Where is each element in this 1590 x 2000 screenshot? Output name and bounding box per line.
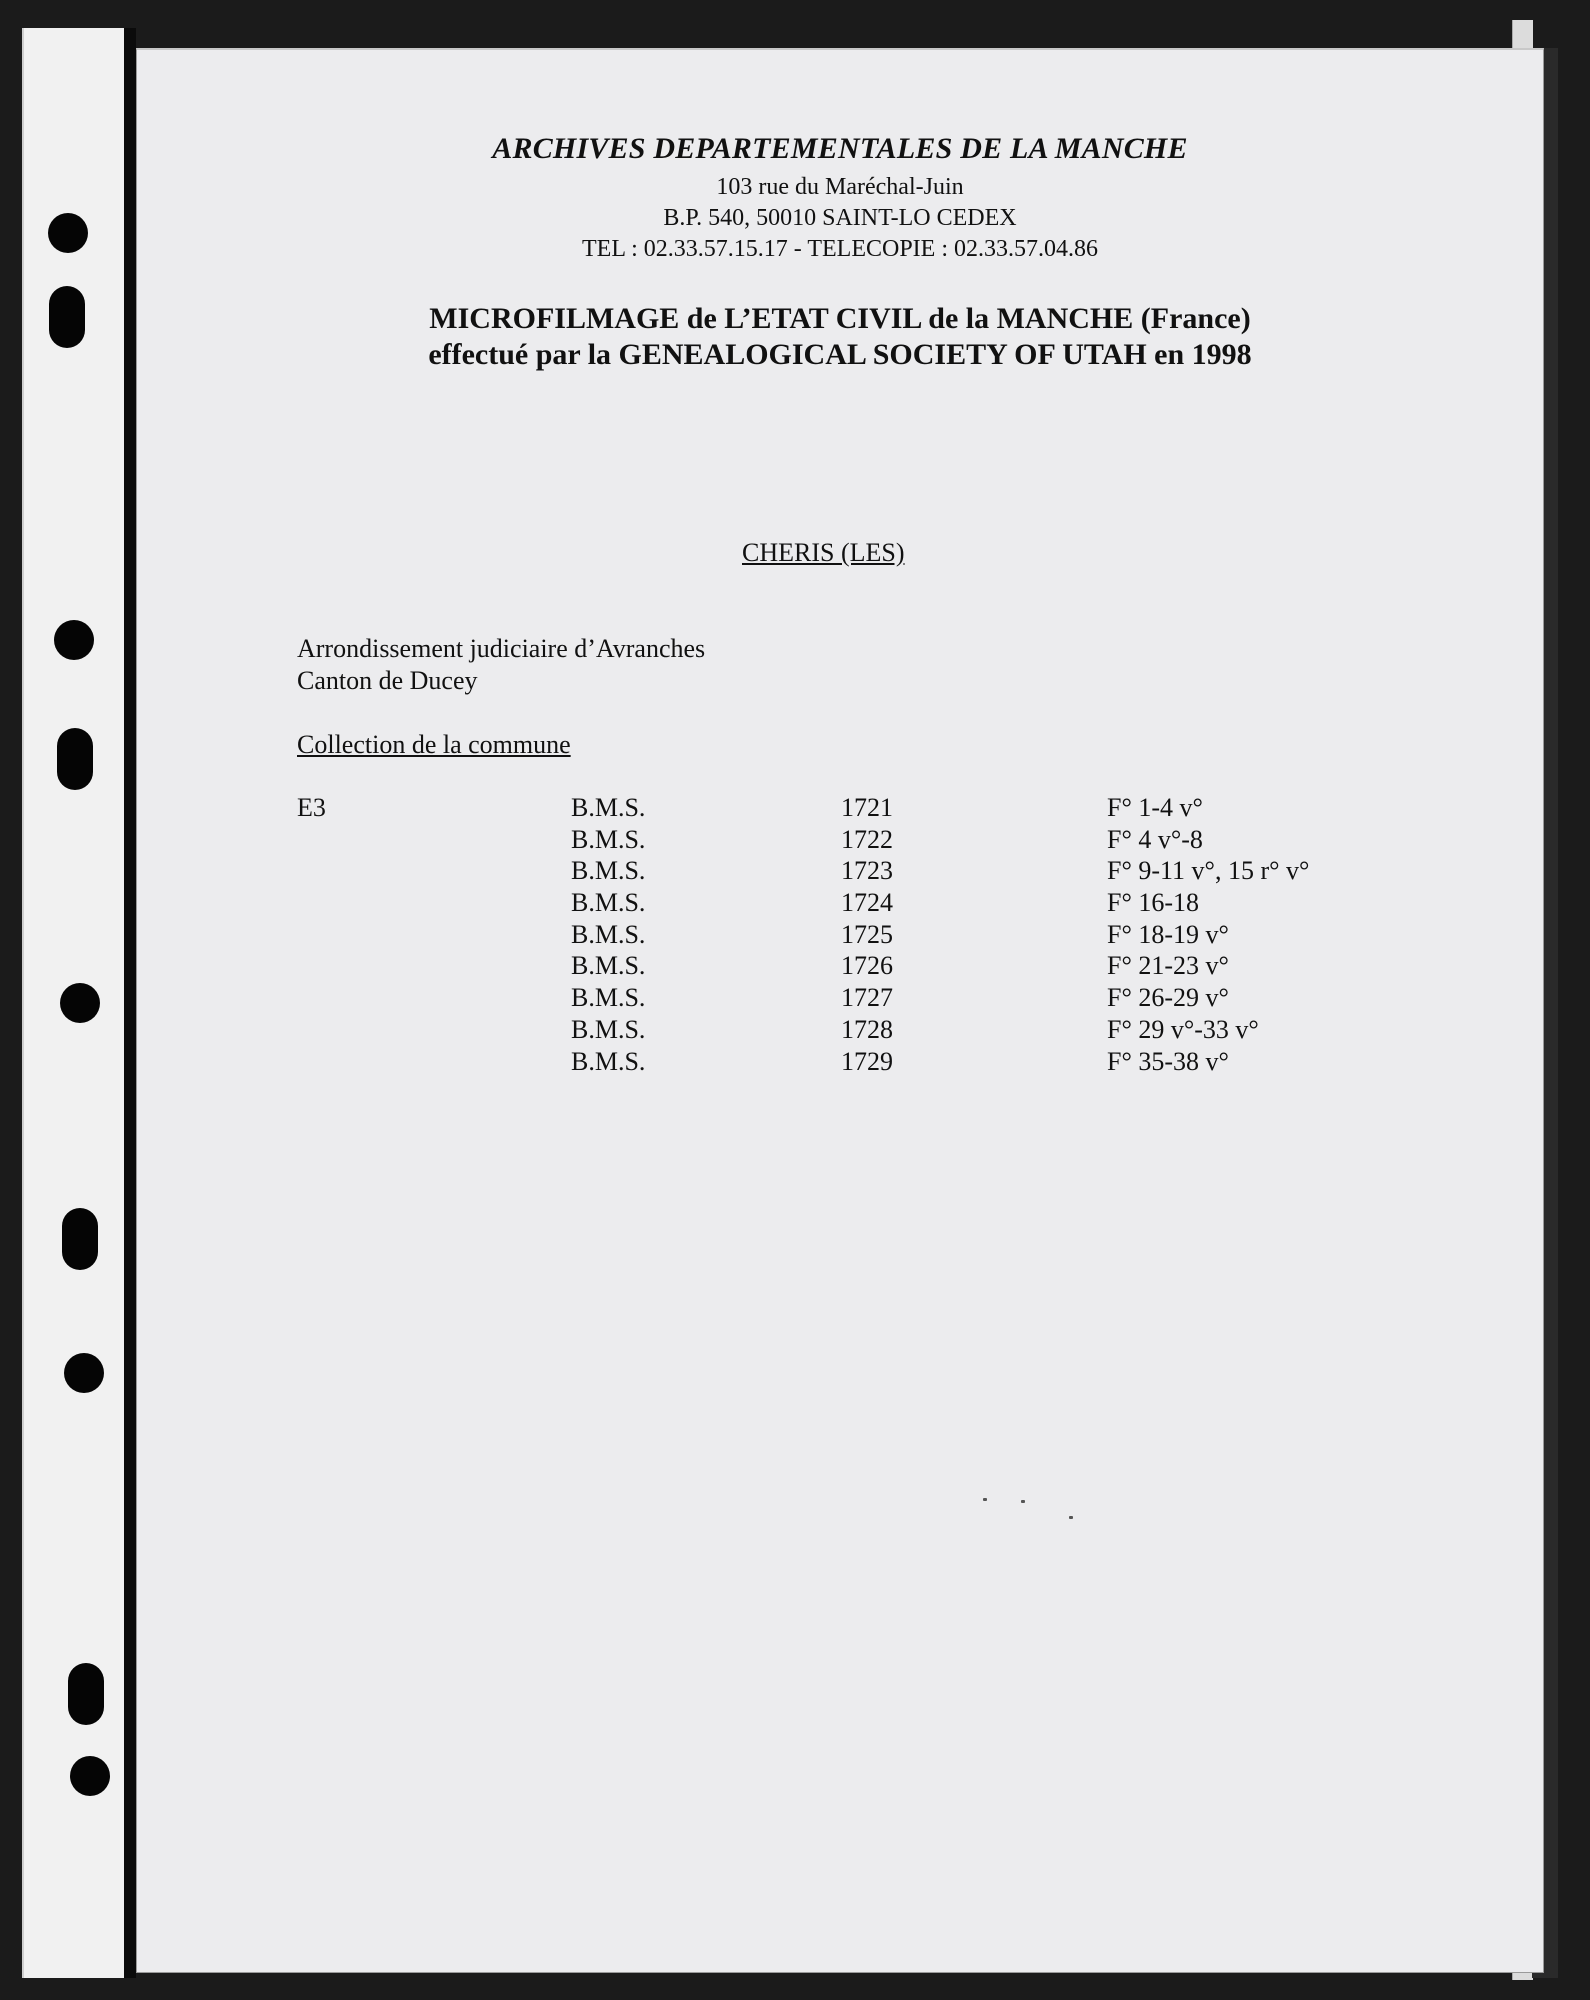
table-row: [297, 1014, 1447, 1046]
table-row: [297, 792, 1447, 824]
document-page: [136, 48, 1544, 1973]
document-title: MICROFILMAGE de L’ETAT CIVIL de la MANCHE (France): [429, 302, 1251, 335]
punch-hole: [60, 983, 100, 1023]
record-type: B.M.S.: [571, 1014, 646, 1044]
canton: Canton de Ducey: [297, 666, 478, 695]
address-street: 103 rue du Maréchal-Juin: [716, 174, 964, 200]
record-year: 1726: [841, 951, 893, 981]
record-type: B.M.S.: [571, 793, 646, 822]
record-year: 1722: [841, 824, 893, 854]
record-folio: F° 21-23 v°: [1107, 951, 1229, 981]
scan-speck: [1021, 1500, 1025, 1503]
document-subtitle: effectué par la GENEALOGICAL SOCIETY OF UTAH en 1998: [428, 338, 1252, 371]
table-row: [297, 824, 1447, 856]
record-type: B.M.S.: [571, 951, 646, 981]
table-row: [297, 855, 1447, 887]
punch-hole: [64, 1353, 104, 1393]
punch-slot: [68, 1663, 104, 1725]
binder-strip: [22, 28, 128, 1978]
record-type: B.M.S.: [571, 983, 646, 1013]
record-code: E3: [297, 793, 326, 822]
record-year: 1721: [841, 793, 893, 822]
table-row: [297, 919, 1447, 951]
strip-shadow: [124, 28, 136, 1978]
record-folio: F° 9-11 v°, 15 r° v°: [1107, 856, 1310, 886]
table-row: [297, 950, 1447, 982]
record-year: 1724: [841, 888, 893, 918]
record-year: 1729: [841, 1046, 893, 1076]
record-type: B.M.S.: [571, 1046, 646, 1076]
record-year: 1727: [841, 983, 893, 1013]
record-year: 1723: [841, 856, 893, 886]
record-folio: F° 26-29 v°: [1107, 983, 1229, 1013]
record-year: 1725: [841, 919, 893, 949]
punch-slot: [62, 1208, 98, 1270]
records-table: [297, 792, 1447, 1077]
table-row: [297, 887, 1447, 919]
table-row: [297, 982, 1447, 1014]
address-postal: B.P. 540, 50010 SAINT-LO CEDEX: [663, 205, 1017, 231]
record-type: B.M.S.: [571, 919, 646, 949]
scan-speck: [1069, 1516, 1073, 1519]
scan-speck: [983, 1498, 987, 1501]
punch-hole: [70, 1756, 110, 1796]
record-folio: F° 16-18: [1107, 888, 1200, 918]
record-folio: F° 35-38 v°: [1107, 1046, 1229, 1076]
punch-hole: [54, 620, 94, 660]
contact-line: TEL : 02.33.57.15.17 - TELECOPIE : 02.33.57.04.86: [582, 236, 1098, 262]
record-type: B.M.S.: [571, 856, 646, 886]
table-row: [297, 1046, 1447, 1078]
collection-title: Collection de la commune: [297, 730, 571, 759]
record-year: 1728: [841, 1014, 893, 1044]
record-type: B.M.S.: [571, 824, 646, 854]
punch-hole: [48, 213, 88, 253]
institution-name: ARCHIVES DEPARTEMENTALES DE LA MANCHE: [492, 132, 1188, 165]
record-folio: F° 4 v°-8: [1107, 824, 1203, 854]
punch-slot: [57, 728, 93, 790]
commune-name: CHERIS (LES): [742, 538, 905, 567]
record-folio: F° 18-19 v°: [1107, 919, 1229, 949]
record-folio: F° 29 v°-33 v°: [1107, 1014, 1259, 1044]
arrondissement: Arrondissement judiciaire d’Avranches: [297, 634, 706, 663]
record-type: B.M.S.: [571, 888, 646, 918]
record-folio: F° 1-4 v°: [1107, 793, 1203, 822]
punch-slot: [49, 286, 85, 348]
